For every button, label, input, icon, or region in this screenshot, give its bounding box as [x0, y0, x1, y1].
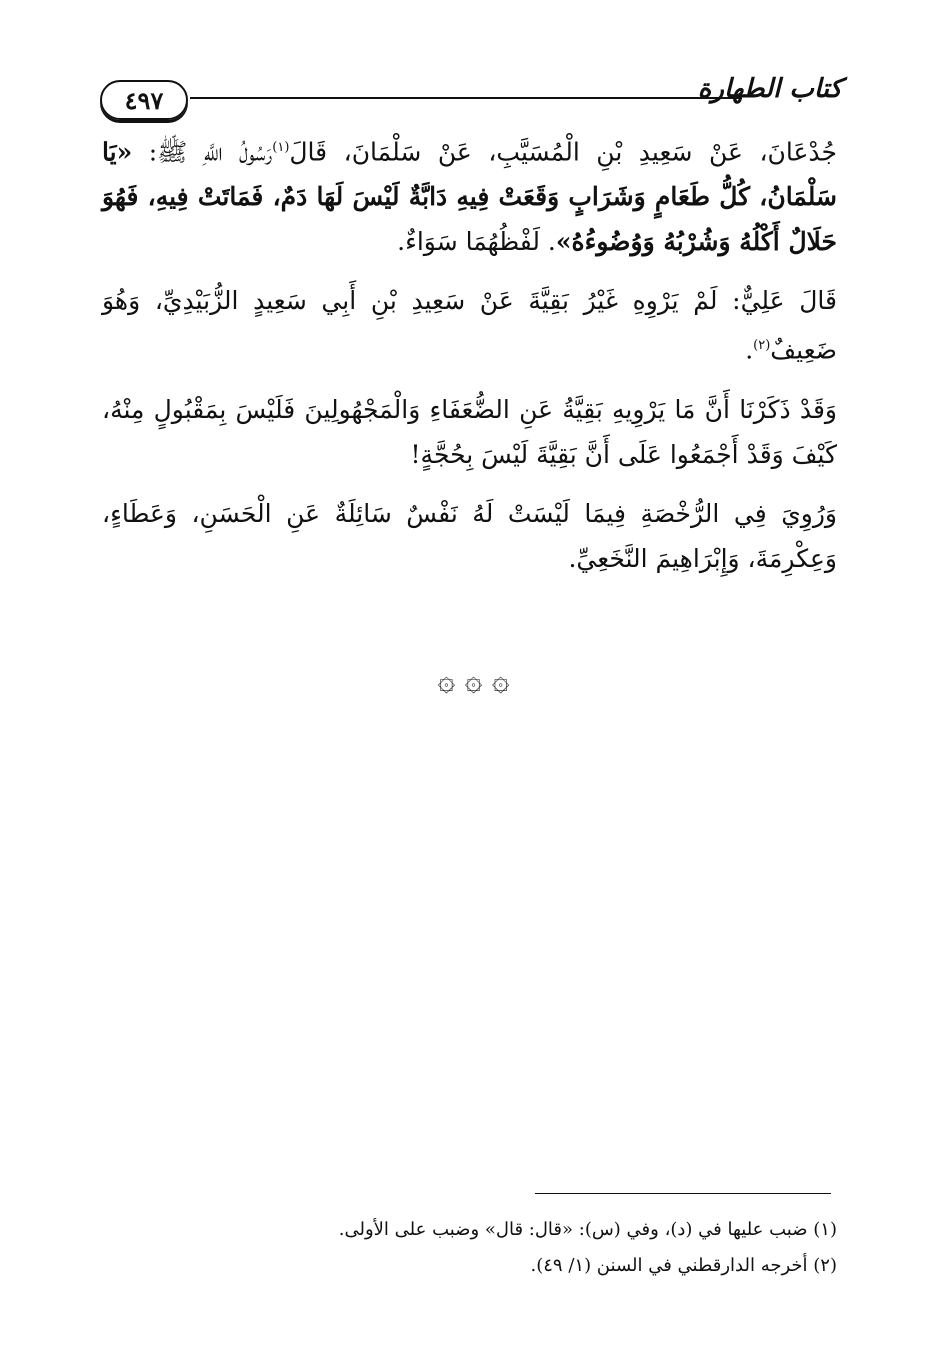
paragraph-1 — [102, 125, 837, 264]
footnote-1-text: ضبب عليها في (د)، وفي (س): «قال: قال» وضبب على الأولى. — [338, 1219, 808, 1240]
paragraph-3: وَقَدْ ذَكَرْنَا أَنَّ مَا يَرْوِيهِ بَقِيَّةُ عَنِ الضُّعَفَاءِ وَالْمَجْهُولِينَ فَلَيْسَ بِمَقْبُولٍ مِنْهُ، كَيْفَ وَقَدْ أَجْمَعُوا عَلَى أَنَّ بَقِيَّةَ لَيْسَ بِحُجَّةٍ! — [102, 394, 837, 469]
book-title: كتاب الطهارة — [697, 74, 842, 104]
footnote-2 — [102, 1248, 837, 1284]
footnote-ref-1: (١) — [272, 140, 290, 155]
paragraph-1-plain-2: رَسُولُ اللَّهِ ﷺ: — [132, 137, 273, 167]
paragraph-1-tail: . لَفْظُهُمَا سَوَاءٌ. — [397, 227, 556, 257]
paragraph-4: وَرُوِيَ فِي الرُّخْصَةِ فِيمَا لَيْسَتْ لَهُ نَفْسٌ سَائِلَةٌ عَنِ الْحَسَنِ، وَعَطَاءٍ، وَعِكْرِمَةَ، وَإِبْرَاهِيمَ النَّخَعِيِّ. — [102, 498, 837, 573]
page-header — [100, 74, 842, 124]
footnotes — [102, 1212, 837, 1284]
paragraph-2 — [102, 278, 837, 372]
paragraph-2-tail: . — [745, 335, 754, 365]
header-rule — [190, 97, 742, 99]
footnote-ref-2: (٢) — [753, 338, 771, 354]
main-text — [102, 125, 837, 595]
footnote-2-num: (٢) — [813, 1255, 837, 1276]
hadith-text: «يَا سَلْمَانُ، كُلُّ طَعَامٍ وَشَرَابٍ وَقَعَتْ فِيهِ دَابَّةٌ لَيْسَ لَهَا دَمٌ، فَمَاتَتْ فِيهِ، فَهُوَ حَلَالٌ أَكْلُهُ وَشُرْبُهُ وَوُضُوءُهُ» — [102, 137, 837, 257]
footnote-1 — [102, 1212, 837, 1248]
footnote-1-num: (١) — [813, 1219, 837, 1240]
paragraph-2-text: قَالَ عَلِيٌّ: لَمْ يَرْوِهِ غَيْرُ بَقِيَّةَ عَنْ سَعِيدِ بْنِ أَبِي سَعِيدٍ الزُّبَيْدِيِّ، وَهُوَ ضَعِيفٌ — [102, 286, 837, 365]
footnote-rule — [535, 1193, 831, 1194]
page-number: ٤٩٧ — [124, 85, 164, 115]
page-number-badge — [100, 80, 188, 120]
section-ornaments: ۞ ۞ ۞ — [437, 663, 510, 698]
paragraph-1-plain: جُدْعَانَ، عَنْ سَعِيدِ بْنِ الْمُسَيَّبِ، عَنْ سَلْمَانَ، قَالَ — [289, 137, 837, 167]
footnote-2-text: أخرجه الدارقطني في السنن (١/ ٤٩). — [530, 1255, 808, 1276]
